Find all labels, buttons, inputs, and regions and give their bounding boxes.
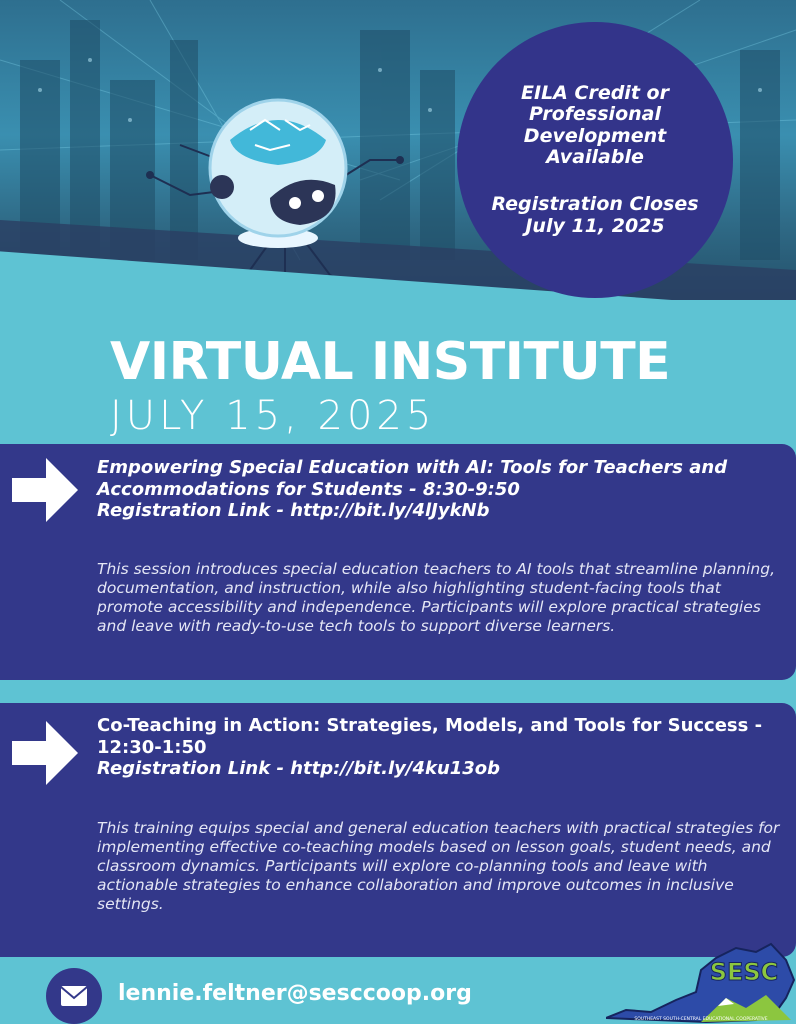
page-title: VIRTUAL INSTITUTE [110,332,671,392]
arrow-right-icon [12,458,78,522]
session-heading [97,715,784,780]
session-description: This training equips special and general education teachers with practical strategies for implementing effective co-teaching models based on lesson goals, student needs, and classroom dynamics. Participants will explore co-planning tools and leave with actionable strategies to enhance collaboration and improve outcomes in inclusive settings. [97,819,780,914]
svg-text:SOUTHEAST SOUTH-CENTRAL EDUCAT: SOUTHEAST SOUTH-CENTRAL EDUCATIONAL COOPERATIVE [634,1017,768,1022]
contact-email[interactable]: lennie.feltner@sesccoop.org [118,981,472,1006]
registration-link[interactable]: Registration Link - http://bit.ly/4ku13ob [97,758,501,780]
session-title: Co-Teaching in Action: Strategies, Models, and Tools for Success - 12:30-1:50 [97,715,763,758]
registration-deadline: Registration Closes July 11, 2025 [491,193,699,237]
credit-note: EILA Credit or Professional Development Available [521,82,669,168]
session-card [0,703,796,957]
registration-badge [457,22,733,298]
sesc-logo [606,940,796,1024]
session-description: This session introduces special education teachers to AI tools that streamline planning, documentation, and instruction, while also highlighting student-facing tools that promote accessibility and independence. Participants will explore practical strategies and leave with ready-to-use tech tools to support diverse learners. [97,560,775,636]
session-heading [97,457,784,522]
arrow-right-icon [12,721,78,785]
event-date: JULY 15, 2025 [110,393,436,439]
session-title: Empowering Special Education with AI: Tools for Teachers and Accommodations for Students - 8:30-9:50 [97,457,728,500]
svg-text:SESC: SESC [709,958,779,986]
registration-link[interactable]: Registration Link - http://bit.ly/4lJykNb [97,500,490,522]
mail-icon[interactable] [46,968,102,1024]
session-card [0,444,796,680]
